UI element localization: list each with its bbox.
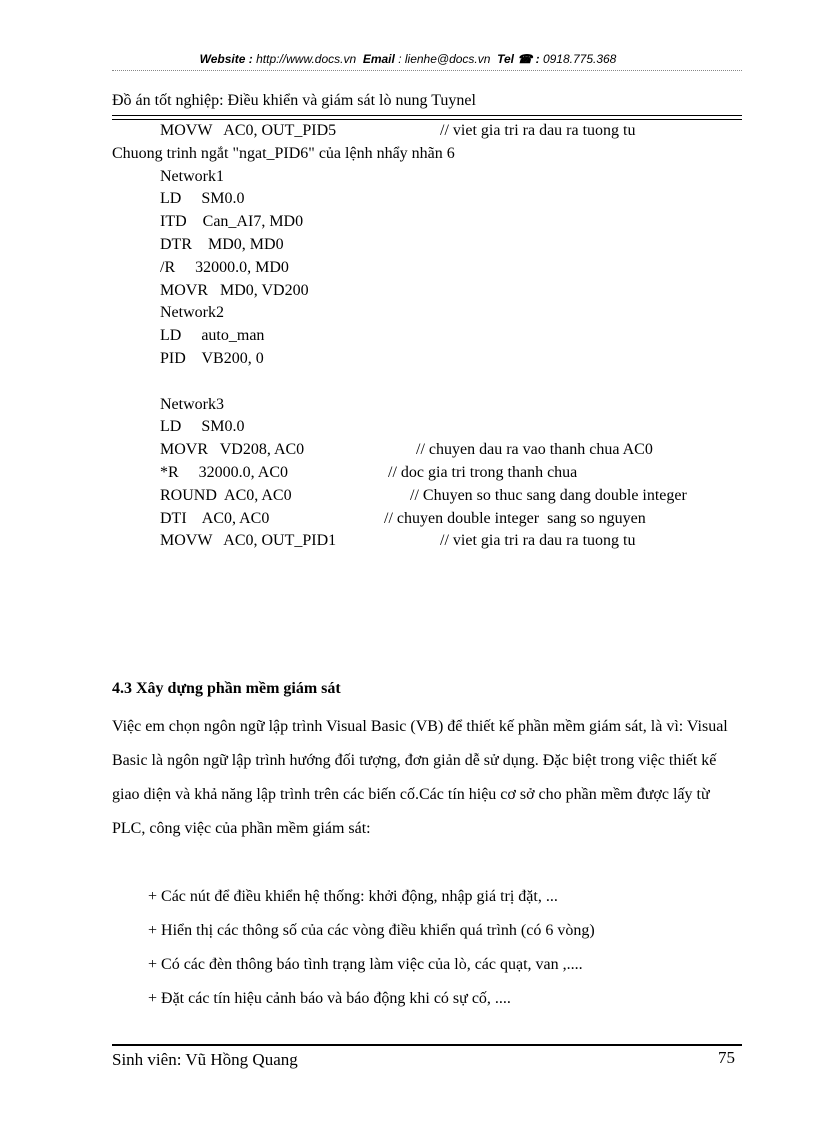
code-instruction: /R 32000.0, MD0	[160, 258, 289, 276]
code-instruction: Network1	[160, 167, 224, 185]
code-comment: // viet gia tri ra dau ra tuong tu	[440, 122, 636, 139]
code-instruction: LD SM0.0	[160, 190, 245, 208]
code-instruction: *R 32000.0, AC0	[160, 463, 289, 481]
code-line	[112, 211, 752, 234]
code-comment: // viet gia tri ra dau ra tuong tu	[440, 532, 636, 550]
code-comment: // chuyen double integer sang so nguyen	[384, 509, 646, 527]
code-instruction: DTI AC0, AC0	[160, 509, 270, 527]
body-paragraph: Việc em chọn ngôn ngữ lập trình Visual Basic (VB) để thiết kế phần mềm giám sát, là vì: Visual Basic là ngôn ngữ lập trình hướng đối tượng, đơn giản dễ sử dụng. Đặc biệt trong việc thiết kế giao diện và khả năng lập trình trên các biến cố.Các tín hiệu cơ sở cho phần mềm được lấy từ PLC, công việc của phần mềm giám sát:	[112, 718, 728, 837]
code-instruction: Network2	[160, 304, 224, 322]
code-instruction: ROUND AC0, AC0	[160, 486, 292, 504]
bullet-item: + Các nút để điều khiển hệ thống: khởi động, nhập giá trị đặt, ...	[148, 888, 558, 905]
code-instruction: Network3	[160, 395, 224, 413]
website-url[interactable]: http://www.docs.vn	[256, 52, 357, 66]
code-line	[112, 394, 752, 417]
code-instruction: MOVW AC0, OUT_PID1	[160, 532, 337, 550]
student-name: Sinh viên: Vũ Hồng Quang	[112, 1050, 298, 1069]
website-header	[0, 52, 816, 66]
bullet-item: + Đặt các tín hiệu cảnh báo và báo động khi có sự cố, ....	[148, 990, 511, 1007]
code-instruction: LD SM0.0	[160, 418, 245, 436]
code-instruction: LD auto_man	[160, 327, 265, 345]
code-instruction: Chuong trinh ngắt "ngat_PID6" của lệnh nhẩy nhãn 6	[112, 144, 455, 162]
code-line	[112, 371, 752, 394]
code-line	[112, 143, 752, 166]
footer-rule	[112, 1044, 742, 1046]
code-listing	[112, 120, 752, 553]
code-line	[112, 508, 752, 531]
code-line	[112, 234, 752, 257]
code-line	[112, 348, 752, 371]
bullet-list	[148, 880, 748, 1016]
code-instruction: MOVW AC0, OUT_PID5	[160, 122, 337, 139]
code-line	[112, 302, 752, 325]
email-label: Email	[362, 52, 395, 66]
tel-value: 0918.775.368	[542, 52, 617, 66]
code-comment: // doc gia tri trong thanh chua	[388, 463, 578, 481]
bullet-item: + Hiển thị các thông số của các vòng điều khiển quá trình (có 6 vòng)	[148, 922, 595, 939]
code-line	[112, 280, 752, 303]
section-heading: 4.3 Xây dựng phần mềm giám sát	[112, 680, 341, 697]
code-line	[112, 166, 752, 189]
bullet-item: + Có các đèn thông báo tình trạng làm việc của lò, các quạt, van ,....	[148, 956, 583, 973]
code-instruction: PID VB200, 0	[160, 349, 264, 367]
page-number: 75	[718, 1048, 735, 1067]
code-line	[112, 462, 752, 485]
document-title: Đồ án tốt nghiệp: Điều khiển và giám sát lò nung Tuynel	[112, 92, 476, 109]
code-line	[112, 485, 752, 508]
website-label: Website :	[199, 52, 253, 66]
tel-label: Tel ☎ :	[497, 52, 540, 66]
code-comment: // Chuyen so thuc sang dang double integer	[410, 486, 687, 504]
code-line	[112, 530, 752, 553]
code-instruction: MOVR VD208, AC0	[160, 441, 305, 459]
code-line	[112, 188, 752, 211]
code-instruction: DTR MD0, MD0	[160, 235, 284, 253]
code-comment: // chuyen dau ra vao thanh chua AC0	[416, 441, 653, 459]
code-line	[112, 120, 752, 143]
code-instruction: ITD Can_AI7, MD0	[160, 213, 304, 231]
code-line	[112, 439, 752, 462]
code-line	[112, 416, 752, 439]
email-value[interactable]: : lienhe@docs.vn	[398, 52, 491, 66]
code-line	[112, 257, 752, 280]
code-instruction: MOVR MD0, VD200	[160, 281, 309, 299]
header-dotted-rule	[112, 70, 742, 71]
code-line	[112, 325, 752, 348]
